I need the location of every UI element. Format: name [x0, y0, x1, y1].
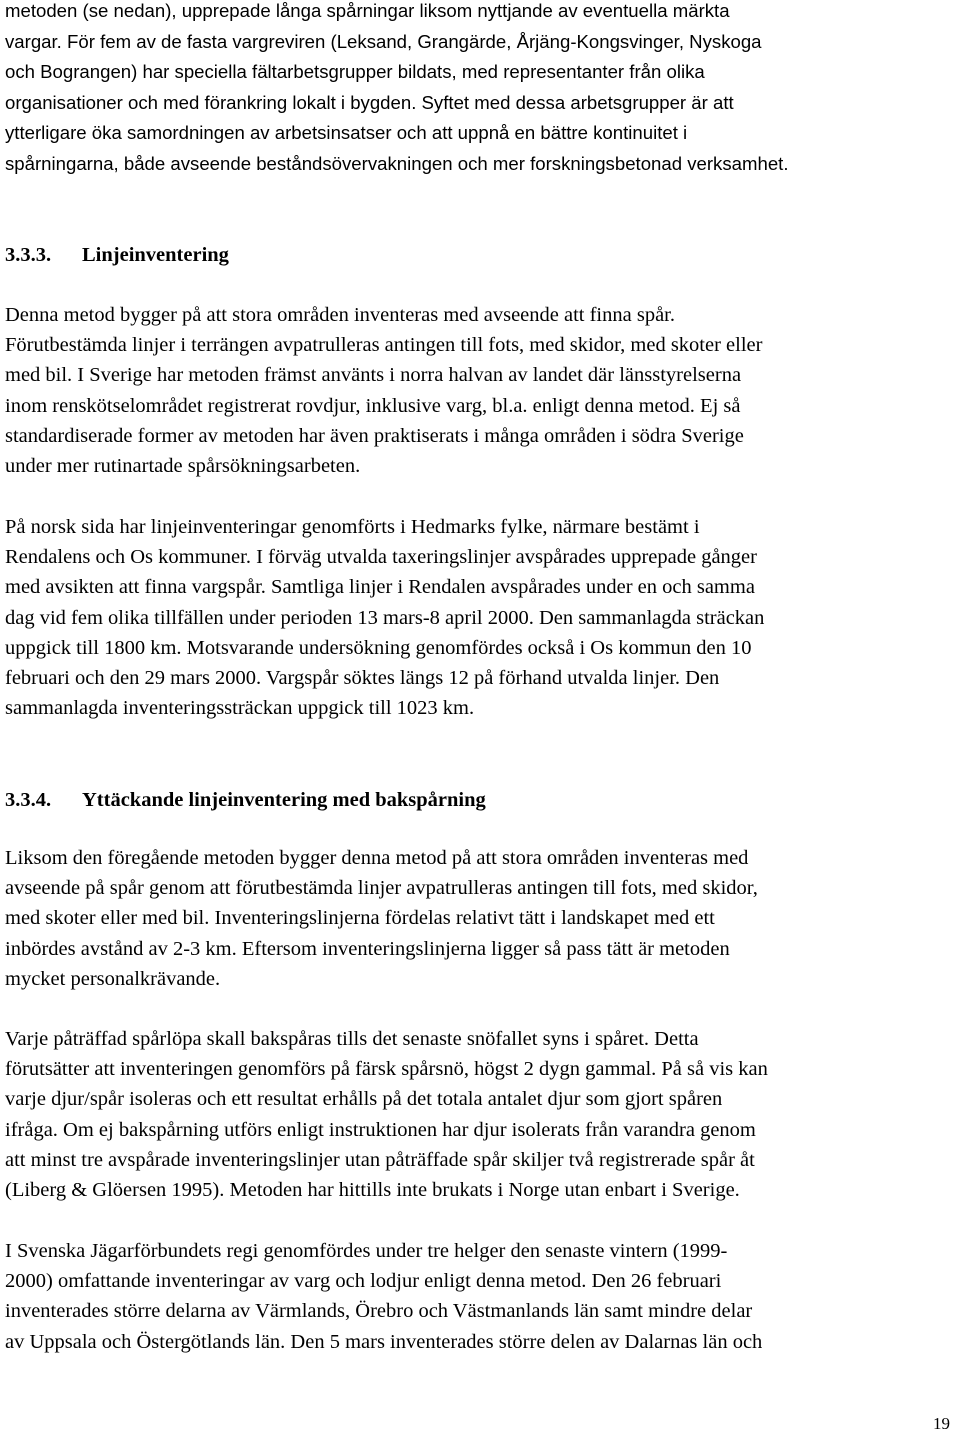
text-line: av Uppsala och Östergötlands län. Den 5 mars inventerades större delen av Dalarnas län och [5, 1330, 763, 1353]
text-line: uppgick till 1800 km. Motsvarande undersökning genomfördes också i Os kommun den 10 [5, 636, 752, 659]
intro-paragraph [5, 0, 789, 179]
text-line: februari och den 29 mars 2000. Vargspår söktes längs 12 på förhand utvalda linjer. Den [5, 667, 720, 690]
section-title: Yttäckande linjeinventering med bakspårning [82, 789, 486, 811]
text-line: varje djur/spår isoleras och ett resultat erhålls på det totala antalet djur som gjort spåren [5, 1088, 723, 1111]
text-line: inbördes avstånd av 2-3 km. Eftersom inventeringslinjerna ligger så pass tätt är metoden [5, 937, 730, 960]
text-line: och Bograngen) har speciella fältarbetsgrupper bildats, med representanter från olika [5, 61, 705, 82]
section-number: 3.3.4. [5, 789, 52, 811]
text-line: metoden (se nedan), upprepade långa spårningar liksom nyttjande av eventuella märkta [5, 0, 730, 21]
text-line: Denna metod bygger på att stora områden inventeras med avseende att finna spår. [5, 304, 675, 326]
text-line: dag vid fem olika tillfällen under perioden 13 mars-8 april 2000. Den sammanlagda sträckan [5, 606, 765, 629]
text-line: I Svenska Jägarförbundets regi genomfördes under tre helger den senaste vintern (1999- [5, 1240, 728, 1262]
text-line: inom renskötselområdet registrerat rovdjur, inklusive varg, bl.a. enligt denna metod. Ej så [5, 394, 741, 417]
text-line: Liksom den föregående metoden bygger denna metod på att stora områden inventeras med [5, 847, 749, 869]
section-334-paragraph-3 [5, 1236, 762, 1357]
text-line: På norsk sida har linjeinventeringar genomförts i Hedmarks fylke, närmare bestämt i [5, 516, 700, 538]
text-line: vargar. För fem av de fasta vargreviren (Leksand, Grangärde, Årjäng-Kongsvinger, Nyskoga [5, 30, 762, 52]
text-line: ifråga. Om ej bakspårning utförs enligt instruktionen har djur isolerats från varandra genom [5, 1118, 756, 1141]
text-line: avseende på spår genom att förutbestämda linjer avpatrulleras antingen till fots, med skidor, [5, 877, 758, 900]
text-line: ytterligare öka samordningen av arbetsinsatser och att uppnå en bättre kontinuitet i [5, 122, 688, 143]
text-line: mycket personalkrävande. [5, 967, 221, 990]
section-title: Linjeinventering [82, 244, 229, 266]
section-333-paragraph-1 [5, 300, 762, 481]
section-heading-333 [5, 240, 229, 270]
text-line: Varje påträffad spårlöpa skall bakspåras tills det senaste snöfallet syns i spåret. Detta [5, 1028, 699, 1050]
section-heading-334 [5, 785, 486, 815]
text-line: Förutbestämda linjer i terrängen avpatrulleras antingen till fots, med skidor, med skoter eller [5, 334, 763, 357]
text-line: under mer rutinartade spårsökningsarbeten. [5, 455, 361, 478]
section-333-paragraph-2 [5, 512, 764, 723]
section-334-paragraph-1 [5, 843, 758, 994]
text-line: Rendalens och Os kommuner. I förväg utvalda taxeringslinjer avspårades upprepade gånger [5, 546, 757, 569]
section-334-paragraph-2 [5, 1024, 768, 1205]
text-line: med avsikten att finna vargspår. Samtliga linjer i Rendalen avspårades under en och samma [5, 576, 755, 599]
text-line: med skoter eller med bil. Inventeringslinjerna fördelas relativt tätt i landskapet med ett [5, 907, 715, 930]
text-line: (Liberg & Glöersen 1995). Metoden har hittills inte brukats i Norge utan enbart i Sverige. [5, 1179, 740, 1202]
text-line: spårningarna, både avseende beståndsövervakningen och mer forskningsbetonad verksamhet. [5, 152, 789, 174]
text-line: 2000) omfattande inventeringar av varg och lodjur enligt denna metod. Den 26 februari [5, 1270, 722, 1293]
page-number: 19 [933, 1414, 950, 1433]
text-line: sammanlagda inventeringssträckan uppgick till 1023 km. [5, 697, 475, 720]
text-line: att minst tre avspårade inventeringslinjer utan påträffade spår skiljer två registrerade spår åt [5, 1148, 755, 1171]
text-line: förutsätter att inventeringen genomförs på färsk spårsnö, högst 2 dygn gammal. På så vis kan [5, 1058, 768, 1081]
text-line: standardiserade former av metoden har även praktiserats i många områden i södra Sverige [5, 424, 744, 447]
text-line: inventerades större delarna av Värmlands, Örebro och Västmanlands län samt mindre delar [5, 1300, 753, 1323]
section-number: 3.3.3. [5, 244, 52, 266]
text-line: organisationer och med förankring lokalt i bygden. Syftet med dessa arbetsgrupper är att [5, 91, 734, 113]
text-line: med bil. I Sverige har metoden främst använts i norra halvan av landet där länsstyrelserna [5, 364, 742, 387]
